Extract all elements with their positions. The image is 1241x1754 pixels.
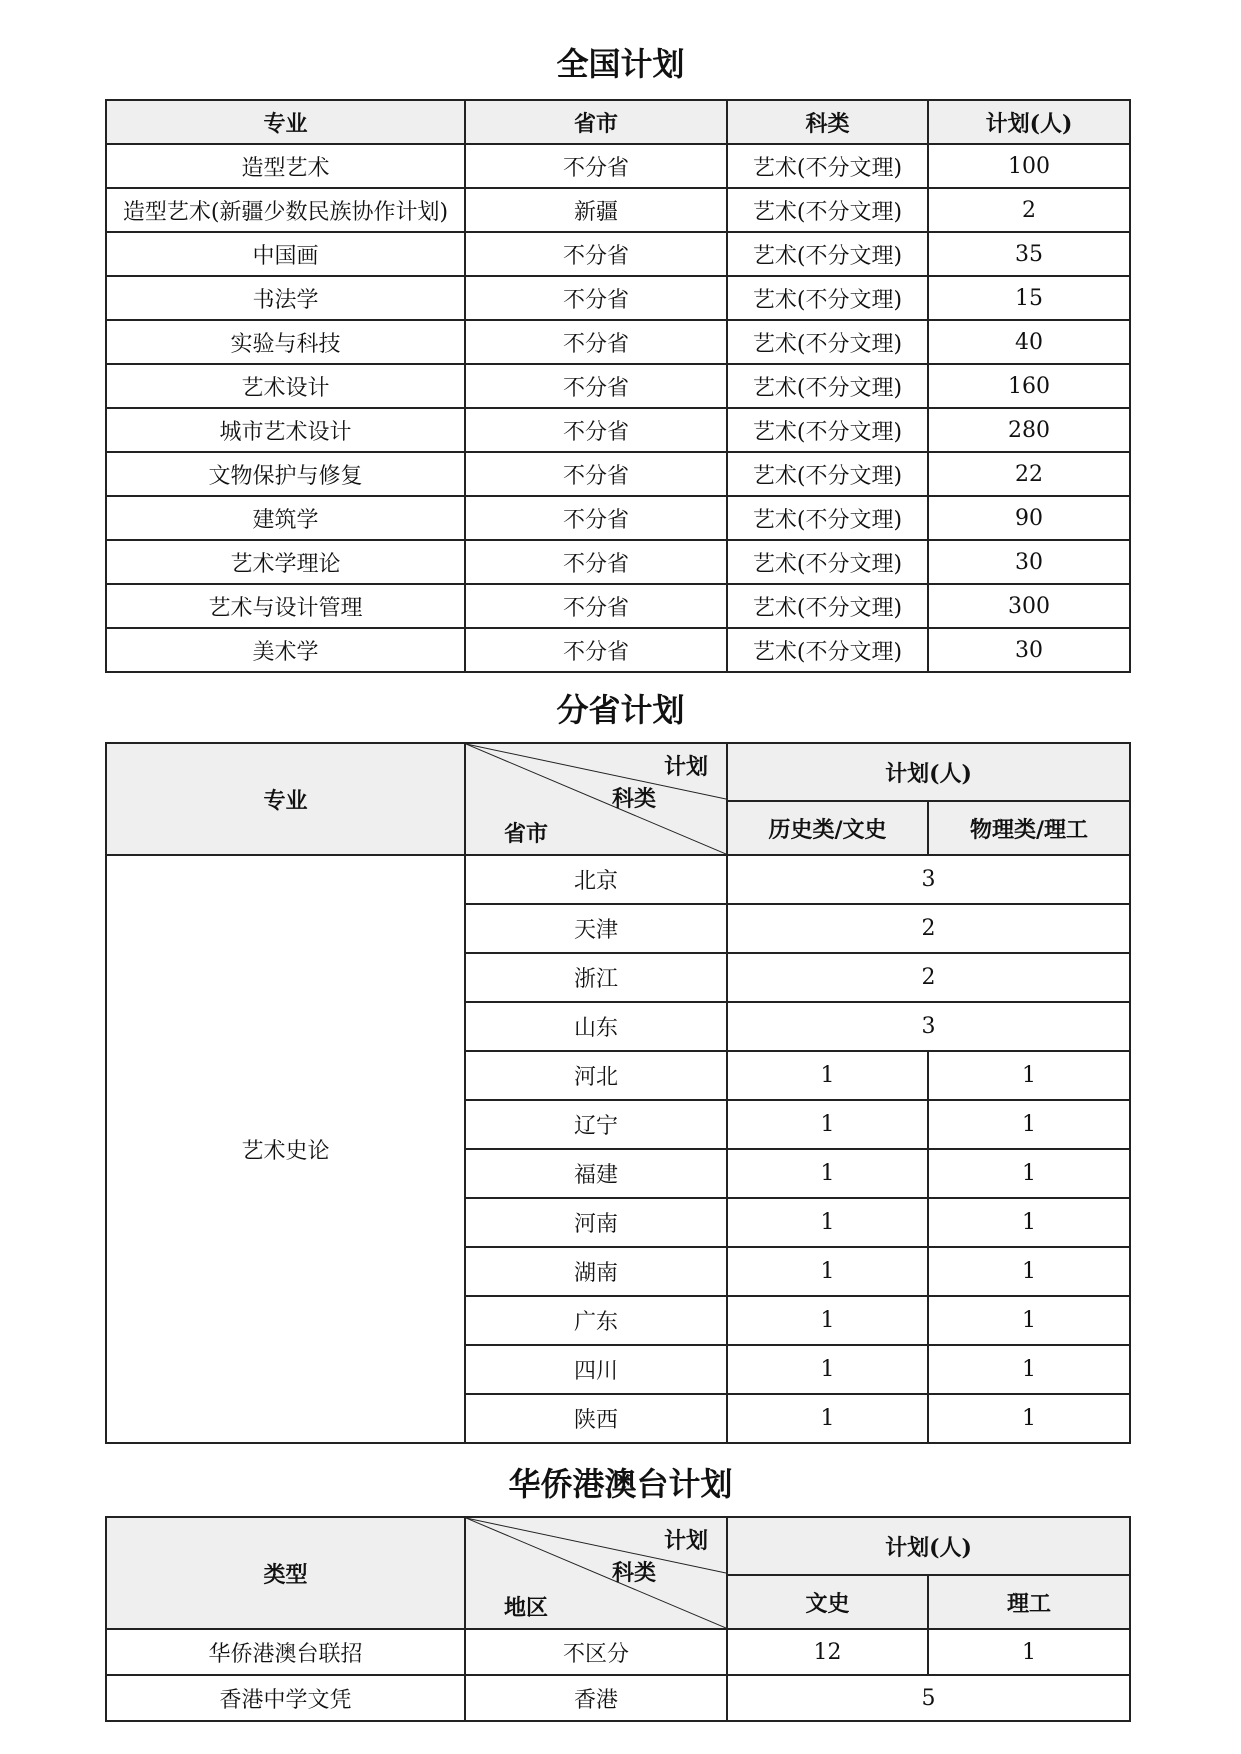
cell-history: 1 [727, 1296, 928, 1345]
cell-physics: 1 [928, 1247, 1130, 1296]
cell-plan: 15 [928, 276, 1130, 320]
cell-history: 1 [727, 1198, 928, 1247]
diagonal-label-region: 地区 [504, 1595, 549, 1621]
cell-major: 艺术学理论 [106, 540, 465, 584]
cell-province: 新疆 [465, 188, 727, 232]
cell-plan: 90 [928, 496, 1130, 540]
cell-plan-merged: 2 [727, 953, 1130, 1002]
cell-subject: 艺术(不分文理) [727, 452, 928, 496]
diagonal-label-plan: 计划 [663, 754, 708, 780]
table-row [106, 188, 1130, 232]
header-major: 专业 [106, 743, 465, 855]
cell-type: 香港中学文凭 [106, 1675, 465, 1721]
cell-subject: 艺术(不分文理) [727, 188, 928, 232]
header-physics: 物理类/理工 [928, 801, 1130, 855]
table-row [106, 364, 1130, 408]
cell-province: 北京 [465, 855, 727, 904]
table-row [106, 540, 1130, 584]
cell-province: 不分省 [465, 452, 727, 496]
cell-region: 不区分 [465, 1629, 727, 1675]
header-history: 历史类/文史 [727, 801, 928, 855]
cell-physics: 1 [928, 1100, 1130, 1149]
cell-subject: 艺术(不分文理) [727, 496, 928, 540]
table-row [106, 276, 1130, 320]
cell-physics: 1 [928, 1394, 1130, 1443]
diagonal-label-province: 省市 [504, 821, 549, 847]
cell-province: 浙江 [465, 953, 727, 1002]
cell-plan-merged: 2 [727, 904, 1130, 953]
cell-major: 建筑学 [106, 496, 465, 540]
cell-plan: 100 [928, 144, 1130, 188]
cell-plan: 280 [928, 408, 1130, 452]
header-type: 类型 [106, 1517, 465, 1629]
cell-major: 城市艺术设计 [106, 408, 465, 452]
cell-history: 1 [727, 1051, 928, 1100]
cell-province: 陕西 [465, 1394, 727, 1443]
provincial-plan-body [106, 855, 1130, 1443]
cell-plan-merged: 3 [727, 855, 1130, 904]
cell-major: 书法学 [106, 276, 465, 320]
cell-province: 四川 [465, 1345, 727, 1394]
cell-plan: 2 [928, 188, 1130, 232]
cell-physics: 1 [928, 1051, 1130, 1100]
cell-province: 不分省 [465, 276, 727, 320]
cell-subject: 艺术(不分文理) [727, 320, 928, 364]
cell-province: 福建 [465, 1149, 727, 1198]
table-row [106, 496, 1130, 540]
overseas-plan-title: 华侨港澳台计划 [508, 1465, 733, 1503]
provincial-plan-title: 分省计划 [556, 691, 685, 729]
cell-subject: 艺术(不分文理) [727, 232, 928, 276]
cell-plan: 30 [928, 628, 1130, 672]
header-science: 理工 [928, 1575, 1130, 1629]
cell-major: 文物保护与修复 [106, 452, 465, 496]
cell-subject: 艺术(不分文理) [727, 584, 928, 628]
cell-subject: 艺术(不分文理) [727, 408, 928, 452]
national-plan-title: 全国计划 [556, 45, 685, 83]
cell-plan: 300 [928, 584, 1130, 628]
cell-physics: 1 [928, 1296, 1130, 1345]
overseas-plan-table [105, 1516, 1131, 1722]
cell-subject: 艺术(不分文理) [727, 540, 928, 584]
cell-major: 艺术设计 [106, 364, 465, 408]
cell-physics: 1 [928, 1149, 1130, 1198]
table-row [106, 1629, 1130, 1675]
cell-province: 不分省 [465, 232, 727, 276]
cell-plan: 35 [928, 232, 1130, 276]
header-major: 专业 [106, 100, 465, 144]
cell-major: 中国画 [106, 232, 465, 276]
cell-plan-merged: 5 [727, 1675, 1130, 1721]
diagonal-label-subject: 科类 [611, 1560, 656, 1586]
cell-province: 不分省 [465, 540, 727, 584]
cell-plan-merged: 3 [727, 1002, 1130, 1051]
cell-province: 不分省 [465, 320, 727, 364]
table-row [106, 408, 1130, 452]
cell-province: 不分省 [465, 144, 727, 188]
table-row [106, 452, 1130, 496]
cell-major: 艺术史论 [106, 855, 465, 1443]
cell-physics: 1 [928, 1198, 1130, 1247]
cell-major: 美术学 [106, 628, 465, 672]
cell-plan: 22 [928, 452, 1130, 496]
cell-plan: 40 [928, 320, 1130, 364]
table-row [106, 232, 1130, 276]
cell-province: 广东 [465, 1296, 727, 1345]
cell-province: 不分省 [465, 584, 727, 628]
cell-plan: 30 [928, 540, 1130, 584]
national-plan-body [106, 144, 1130, 672]
header-plan: 计划(人) [727, 743, 1130, 801]
cell-major: 造型艺术(新疆少数民族协作计划) [106, 188, 465, 232]
cell-subject: 艺术(不分文理) [727, 276, 928, 320]
cell-plan: 160 [928, 364, 1130, 408]
diagonal-label-plan: 计划 [663, 1528, 708, 1554]
cell-history: 1 [727, 1394, 928, 1443]
cell-history: 1 [727, 1149, 928, 1198]
cell-province: 不分省 [465, 628, 727, 672]
cell-subject: 艺术(不分文理) [727, 628, 928, 672]
cell-province: 不分省 [465, 408, 727, 452]
cell-physics: 1 [928, 1345, 1130, 1394]
table-row [106, 628, 1130, 672]
table-row [106, 1675, 1130, 1721]
cell-subject: 艺术(不分文理) [727, 144, 928, 188]
cell-region: 香港 [465, 1675, 727, 1721]
cell-province: 不分省 [465, 496, 727, 540]
table-row [106, 855, 1130, 904]
table-row [106, 144, 1130, 188]
cell-history: 1 [727, 1345, 928, 1394]
header-subject: 科类 [727, 100, 928, 144]
cell-province: 不分省 [465, 364, 727, 408]
cell-science: 1 [928, 1629, 1130, 1675]
diagonal-header-cell [465, 743, 727, 855]
cell-province: 湖南 [465, 1247, 727, 1296]
diagonal-label-subject: 科类 [611, 786, 656, 812]
header-plan: 计划(人) [727, 1517, 1130, 1575]
diagonal-header-cell [465, 1517, 727, 1629]
cell-arts: 12 [727, 1629, 928, 1675]
cell-major: 造型艺术 [106, 144, 465, 188]
cell-province: 山东 [465, 1002, 727, 1051]
provincial-plan-table [105, 742, 1131, 1444]
cell-history: 1 [727, 1100, 928, 1149]
cell-major: 实验与科技 [106, 320, 465, 364]
cell-province: 河南 [465, 1198, 727, 1247]
cell-subject: 艺术(不分文理) [727, 364, 928, 408]
table-row [106, 320, 1130, 364]
table-row [106, 584, 1130, 628]
cell-province: 天津 [465, 904, 727, 953]
cell-province: 辽宁 [465, 1100, 727, 1149]
cell-history: 1 [727, 1247, 928, 1296]
header-arts: 文史 [727, 1575, 928, 1629]
cell-type: 华侨港澳台联招 [106, 1629, 465, 1675]
header-province: 省市 [465, 100, 727, 144]
header-plan: 计划(人) [928, 100, 1130, 144]
national-plan-table [105, 99, 1131, 673]
cell-major: 艺术与设计管理 [106, 584, 465, 628]
cell-province: 河北 [465, 1051, 727, 1100]
